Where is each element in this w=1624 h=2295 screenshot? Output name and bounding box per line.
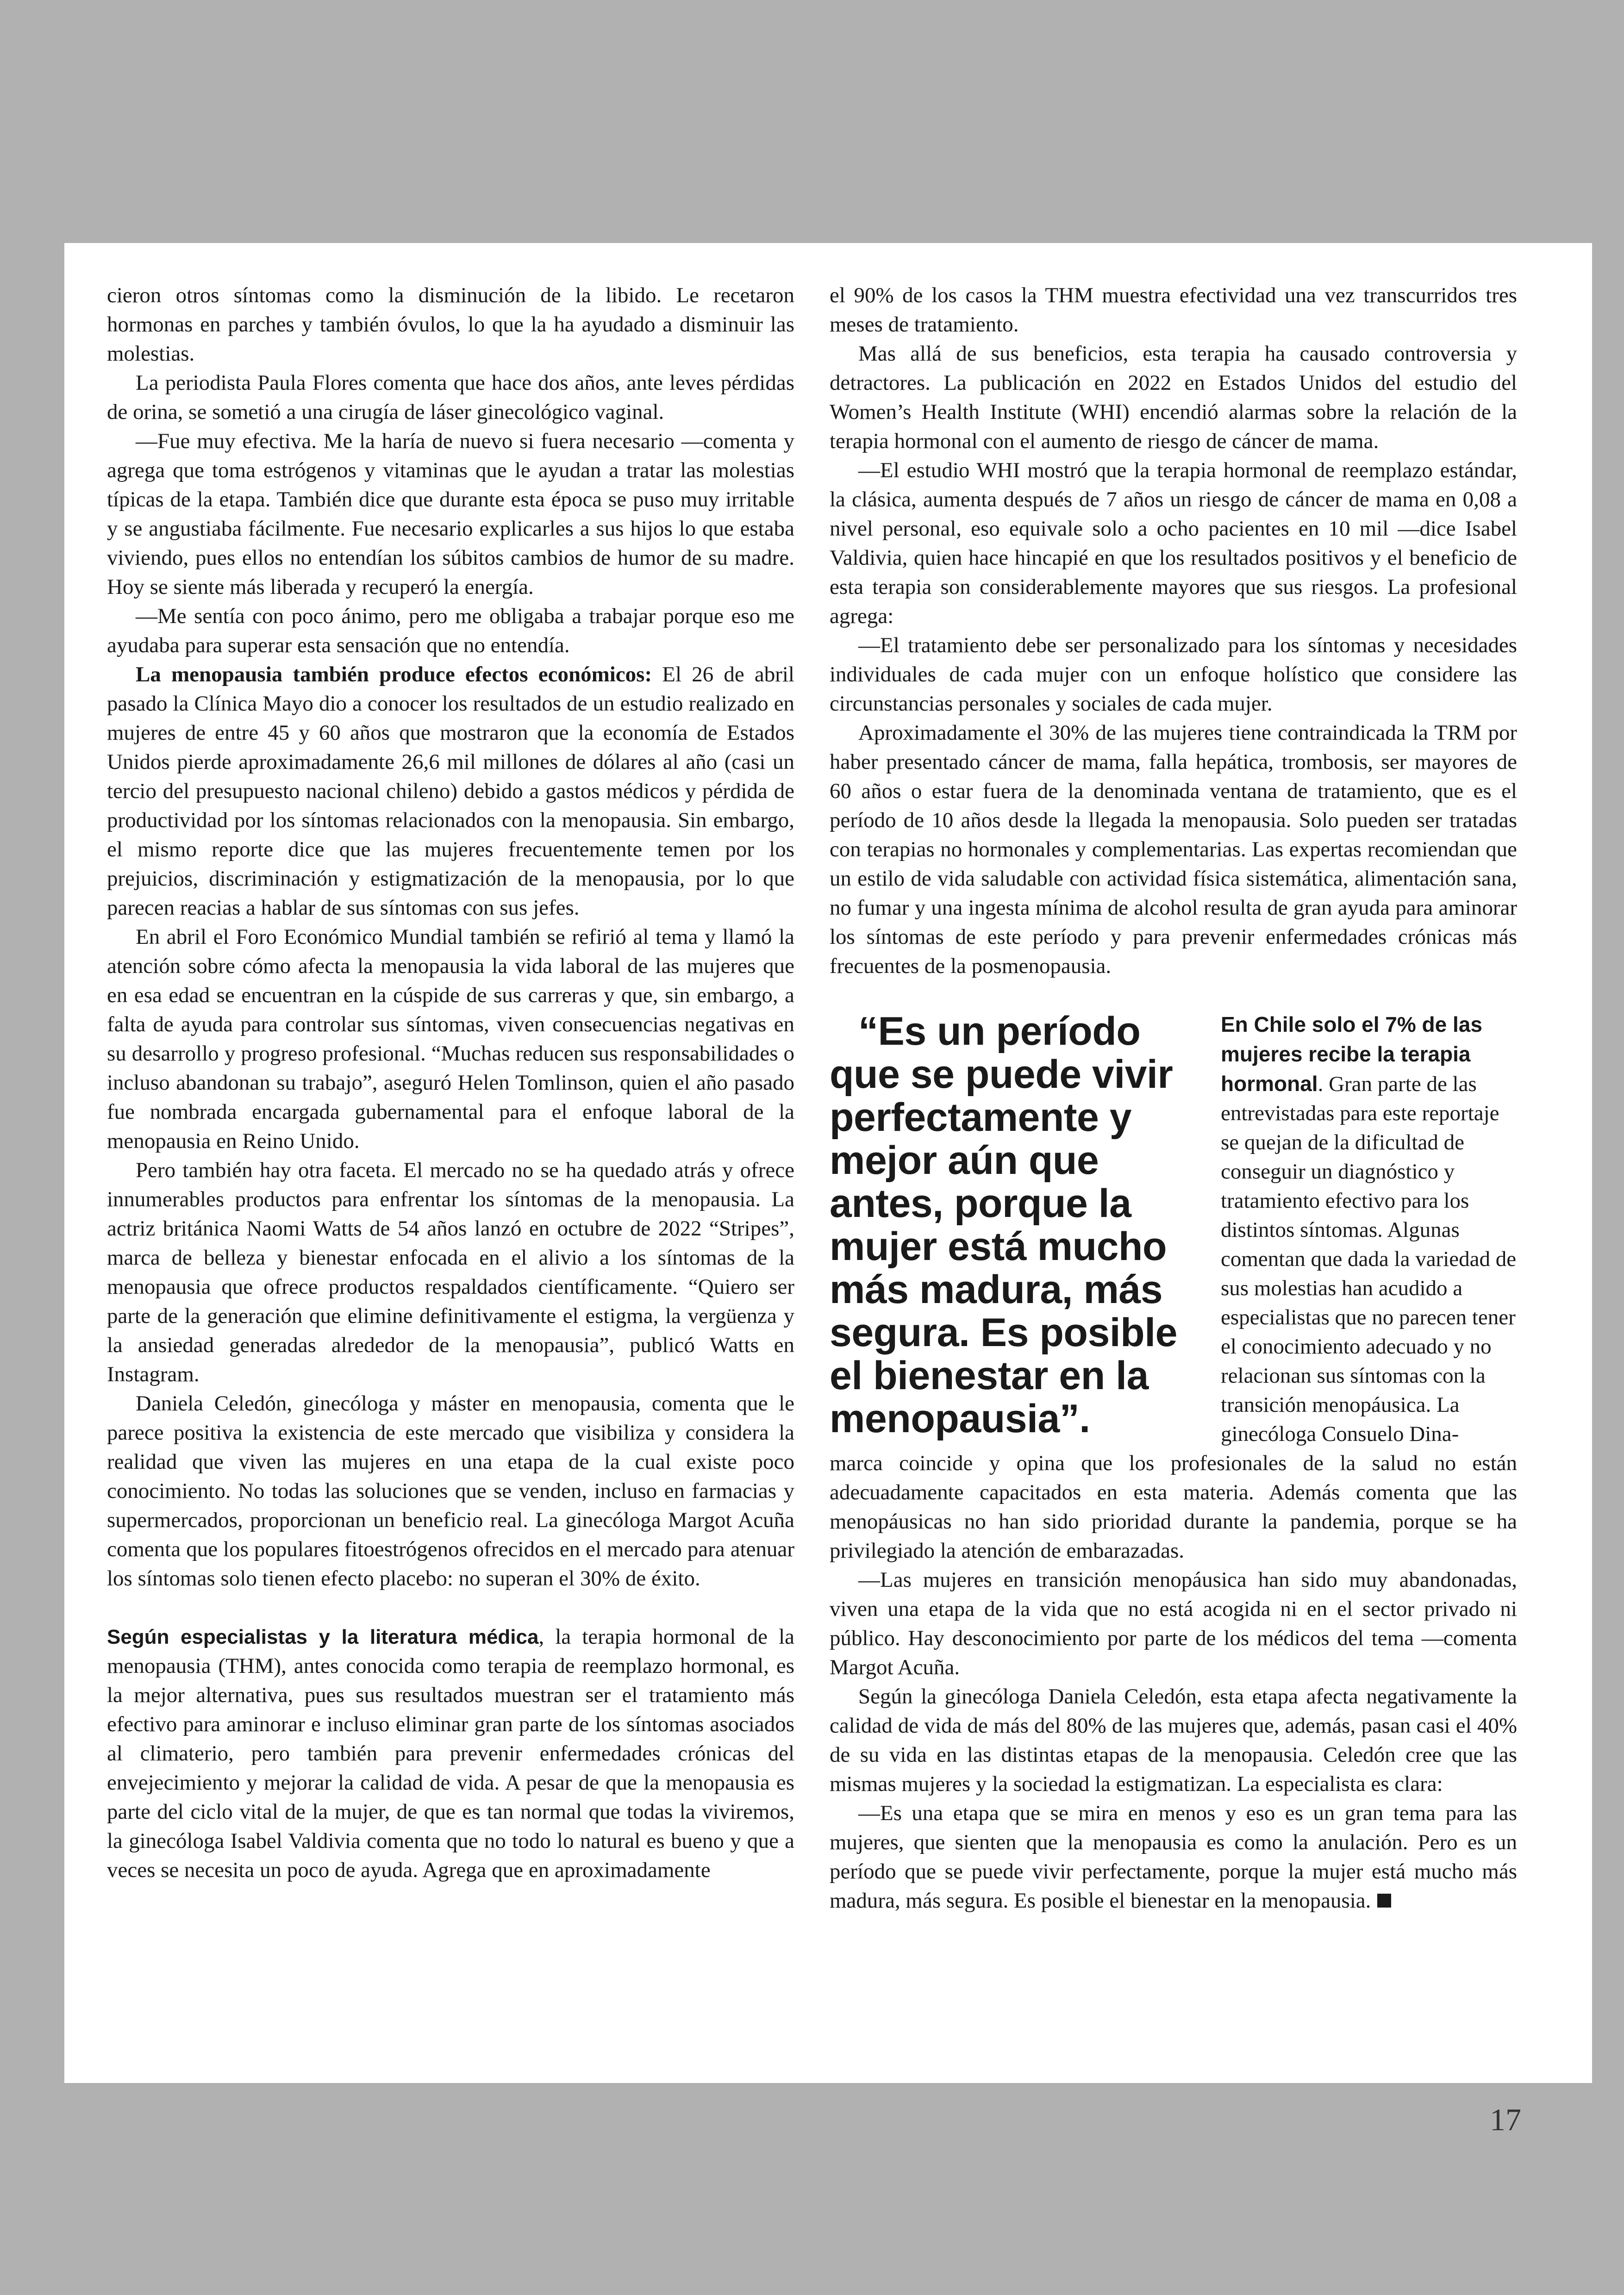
paragraph: Pero también hay otra faceta. El mercado no se ha quedado atrás y ofrece innumerables productos para enfrentar los síntomas de la menopausia. La actriz británica Naomi Watts de 54 años lanzó en octubre de 2022 “Stripes”, marca de belleza y bienestar enfocada en el alivio a los síntomas de la menopausia que ofrece productos respaldados científicamente. “Quiero ser parte de la generación que elimine definitivamente el estigma, la vergüenza y la ansiedad generadas alrededor de la menopausia”, publicó Watts en Instagram. [107, 1158, 794, 1386]
left-column [107, 281, 794, 1885]
paragraph-continuation: marca coincide y opina que los profesionales de la salud no están adecuadamente capacitados en esta materia. Además comenta que las menopáusicas no han sido prioridad durante la pandemia, porque se ha privilegiado la atención de embarazadas. [830, 1451, 1517, 1563]
final-paragraph [830, 1799, 1517, 1915]
paragraph: —El tratamiento debe ser personalizado para los síntomas y necesidades individuales de cada mujer con un enfoque holístico que considere las circunstancias personales y sociales de cada mujer. [830, 633, 1517, 716]
chile-lead: En Chile solo el 7% de las mujeres recibe la terapia hormonal [1221, 1012, 1482, 1096]
chile-text: . Gran parte de las entrevistadas para este reportaje se quejan de la dificultad de conseguir un diagnóstico y tratamiento efectivo para los distintos síntomas. Algunas comentan que dada la variedad de sus molestias han acudido a especialistas que no parecen tener el conocimiento adecuado y no relacionan sus síntomas con la transición menopáusica. La ginecóloga Consuelo Dina- [1221, 1072, 1517, 1446]
economic-paragraph [107, 660, 794, 923]
paragraph: —El estudio WHI mostró que la terapia hormonal de reemplazo estándar, la clásica, aumenta después de 7 años un riesgo de cáncer de mama en 0,08 a nivel personal, eso equivale solo a ocho pacientes en 10 mil —dice Isabel Valdivia, quien hace hincapié en que los resultados positivos y el beneficio de esta terapia son considerablemente mayores que sus riesgos. La profesional agrega: [830, 458, 1517, 628]
paragraph: Según la ginecóloga Daniela Celedón, esta etapa afecta negativamente la calidad de vida de más del 80% de las mujeres que, además, pasan casi el 40% de su vida en las distintas etapas de la menopausia. Celedón cree que las mismas mujeres y la sociedad la estigmatizan. La especialista es clara: [830, 1684, 1517, 1796]
paragraph: Daniela Celedón, ginecóloga y máster en menopausia, comenta que le parece positiva la existencia de este mercado que visibiliza y considera la realidad que viven las mujeres en una etapa de la cual existe poco conocimiento. No todas las soluciones que se venden, incluso en farmacias y supermercados, proporcionan un beneficio real. La ginecóloga Margot Acuña comenta que los populares fitoestrógenos ofrecidos en el mercado para atenuar los síntomas solo tienen efecto placebo: no superan el 30% de éxito. [107, 1391, 794, 1590]
paragraph: Mas allá de sus beneficios, esta terapia ha causado controversia y detractores. La publicación en 2022 en Estados Unidos del estudio del Women’s Health Institute (WHI) encendió alarmas sobre la relación de la terapia hormonal con el aumento de riesgo de cáncer de mama. [830, 342, 1517, 453]
magazine-page [64, 243, 1592, 2083]
end-mark-icon [1377, 1894, 1391, 1908]
chile-paragraph [1221, 1010, 1517, 1449]
specialists-text: , la terapia hormonal de la menopausia (THM), antes conocida como terapia de reemplazo hormonal, es la mejor alternativa, pues sus resultados muestran ser el tratamiento más efectivo para aminorar e incluso eliminar gran parte de los síntomas asociados al climaterio, pero también para prevenir enfermedades crónicas del envejecimiento y mejorar la calidad de vida. A pesar de que la menopausia es parte del ciclo vital de la mujer, de que es tan normal que todas la viviremos, la ginecóloga Isabel Valdivia comenta que no todo lo natural es bueno y que a veces se necesita un poco de ayuda. Agrega que en aproximadamente [107, 1625, 794, 1882]
pull-quote-block [830, 1010, 1517, 1449]
specialists-lead: Según especialistas y la literatura médica [107, 1626, 539, 1648]
economic-lead: La menopausia también produce efectos económicos: [136, 662, 652, 686]
paragraph: cieron otros síntomas como la disminución de la libido. Le recetaron hormonas en parches y también óvulos, lo que la ha ayudado a disminuir las molestias. [107, 283, 794, 366]
paragraph: —Las mujeres en transición menopáusica han sido muy abandonadas, viven una etapa de la vida que no está acogida ni en el sector privado ni público. Hay desconocimiento por parte de los médicos del tema —comenta Margot Acuña. [830, 1568, 1517, 1679]
economic-text: El 26 de abril pasado la Clínica Mayo dio a conocer los resultados de un estudio realizado en mujeres de entre 45 y 60 años que mostraron que la economía de Estados Unidos pierde aproximadamente 26,6 mil millones de dólares al año (casi un tercio del presupuesto nacional chileno) debido a gastos médicos y pérdida de productividad por los síntomas relacionados con la menopausia. Sin embargo, el mismo reporte dice que las mujeres frecuentemente temen por los prejuicios, discriminación y estigmatización de la menopausia, por lo que parecen reacias a hablar de sus síntomas con sus jefes. [107, 662, 794, 920]
page-number: 17 [1490, 2102, 1521, 2137]
paragraph: La periodista Paula Flores comenta que hace dos años, ante leves pérdidas de orina, se sometió a una cirugía de láser ginecológico vaginal. [107, 371, 794, 424]
paragraph: En abril el Foro Económico Mundial también se refirió al tema y llamó la atención sobre cómo afecta la menopausia la vida laboral de las mujeres que en esa edad se encuentran en la cúspide de sus carreras y que, sin embargo, a falta de ayuda para controlar sus síntomas, viven consecuencias negativas en su desarrollo y progreso profesional. “Muchas reducen sus responsabilidades o incluso abandonan su trabajo”, aseguró Helen Tomlinson, quien el año pasado fue nombrada encargada gubernamental para el enfoque laboral de la menopausia en Reino Unido. [107, 925, 794, 1153]
pull-quote: “Es un período que se puede vivir perfectamente y mejor aún que antes, porque la mujer está mucho más madura, más segura. Es posible el bienestar en la menopausia”. [830, 1009, 1177, 1441]
paragraph: —Me sentía con poco ánimo, pero me obligaba a trabajar porque eso me ayudaba para superar esta sensación que no entendía. [107, 604, 794, 657]
right-column [830, 281, 1517, 1915]
final-text: —Es una etapa que se mira en menos y eso es un gran tema para las mujeres, que sienten que la menopausia es como la anulación. Pero es un período que se puede vivir perfectamente, porque la mujer está mucho más madura, más segura. Es posible el bienestar en la menopausia. [830, 1801, 1517, 1913]
paragraph: el 90% de los casos la THM muestra efectividad una vez transcurridos tres meses de tratamiento. [830, 283, 1517, 337]
paragraph: Aproximadamente el 30% de las mujeres tiene contraindicada la TRM por haber presentado cáncer de mama, falla hepática, trombosis, ser mayores de 60 años o estar fuera de la denominada ventana de tratamiento, que es el período de 10 años desde la llegada la menopausia. Solo pueden ser tratadas con terapias no hormonales y complementarias. Las expertas recomiendan que un estilo de vida saludable con actividad física sistemática, alimentación sana, no fumar y una ingesta mínima de alcohol resulta de gran ayuda para aminorar los síntomas de este período y para prevenir enfermedades crónicas más frecuentes de la posmenopausia. [830, 721, 1517, 978]
specialists-paragraph [107, 1622, 794, 1885]
paragraph: —Fue muy efectiva. Me la haría de nuevo si fuera necesario —comenta y agrega que toma estrógenos y vitaminas que le ayudan a tratar las molestias típicas de la etapa. También dice que durante esta época se puso muy irritable y se angustiaba fácilmente. Fue necesario explicarles a sus hijos lo que estaba viviendo, pues ellos no entendían los súbitos cambios de humor de su madre. Hoy se siente más liberada y recuperó la energía. [107, 429, 794, 599]
